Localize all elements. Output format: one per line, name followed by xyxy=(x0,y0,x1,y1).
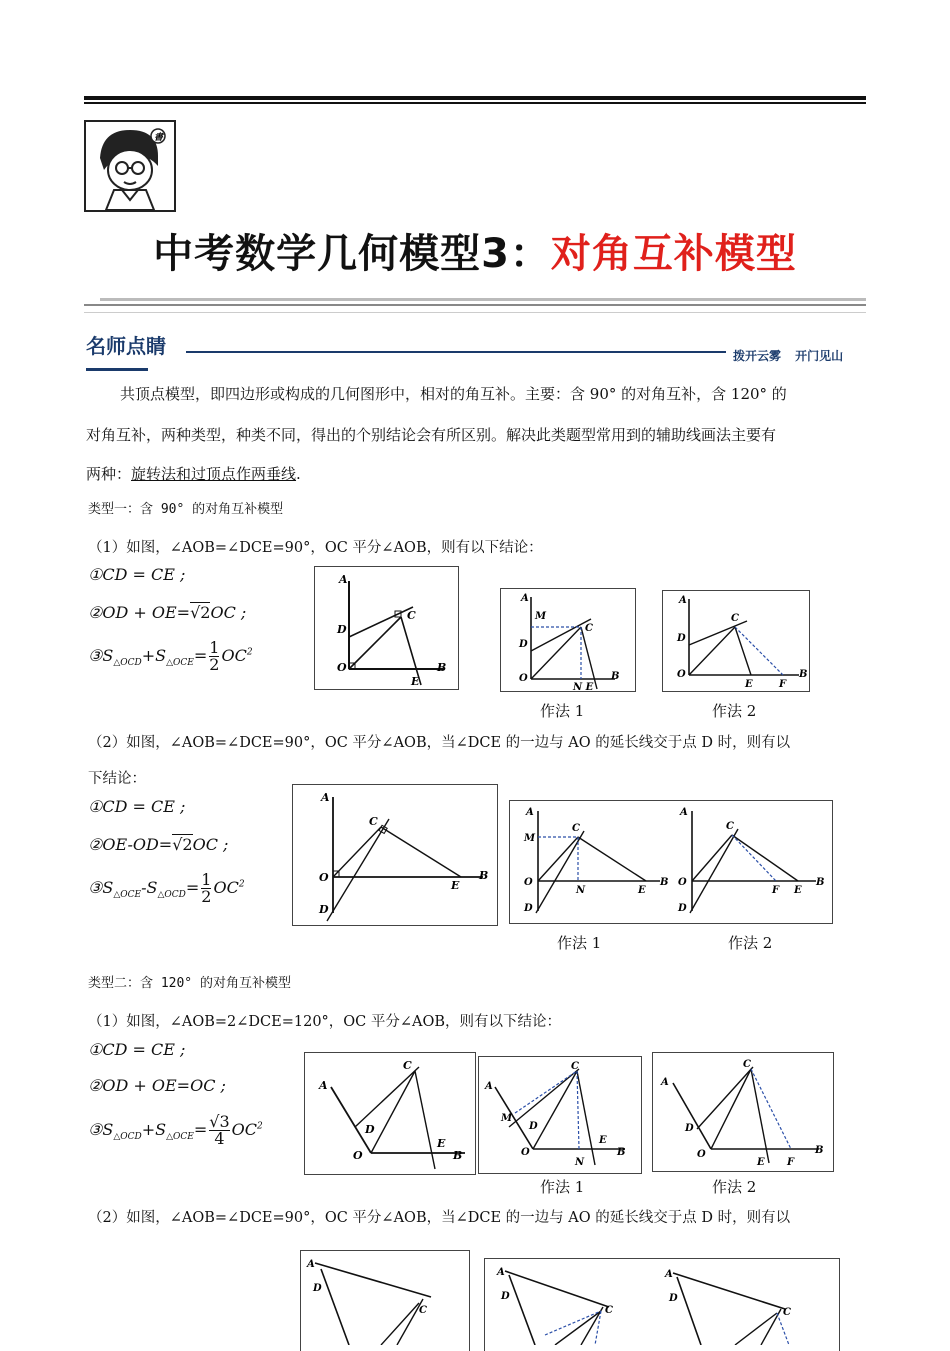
title-rule-1 xyxy=(100,298,866,301)
figure-type2-2-methods xyxy=(484,1258,840,1351)
svg-text:F: F xyxy=(772,885,780,896)
svg-text:B: B xyxy=(611,671,620,682)
svg-text:D: D xyxy=(319,903,329,916)
svg-text:B: B xyxy=(660,877,669,888)
svg-text:D: D xyxy=(313,1283,322,1294)
svg-text:O: O xyxy=(337,661,347,674)
svg-text:O: O xyxy=(353,1149,363,1162)
intro-underlined: 旋转法和过顶点作两垂线 xyxy=(131,465,297,483)
caption-type1-1-method1: 作法 1 xyxy=(540,702,585,720)
figure-type1-1-method2 xyxy=(662,590,810,692)
svg-text:C: C xyxy=(585,623,593,634)
figure-type2-1-method1 xyxy=(478,1056,642,1174)
svg-text:D: D xyxy=(685,1123,694,1134)
svg-text:A: A xyxy=(521,593,529,604)
svg-text:D: D xyxy=(519,639,528,650)
svg-text:B: B xyxy=(799,669,808,680)
svg-text:A: A xyxy=(526,807,534,818)
svg-text:E: E xyxy=(745,679,753,690)
type1-p1-conclusion-1: ①CD = CE ; xyxy=(88,565,186,584)
type2-p1-conclusion-1: ①CD = CE ; xyxy=(88,1040,186,1059)
type1-p2-conclusion-2: ②OE-OD=√2OC ; xyxy=(88,835,229,854)
figure-type1-2 xyxy=(292,784,498,926)
svg-text:C: C xyxy=(743,1059,751,1070)
type2-p1-condition: （1）如图，∠AOB=2∠DCE=120°，OC 平分∠AOB，则有以下结论： xyxy=(88,1014,562,1030)
svg-text:E: E xyxy=(794,885,802,896)
svg-text:N: N xyxy=(576,885,586,896)
svg-text:D: D xyxy=(524,903,533,914)
header-rule-thick xyxy=(84,96,866,100)
type1-p1-condition: （1）如图，∠AOB=∠DCE=90°，OC 平分∠AOB，则有以下结论： xyxy=(88,540,543,556)
svg-text:F: F xyxy=(787,1157,795,1168)
svg-text:A: A xyxy=(661,1077,669,1088)
type2-p1-conclusion-2: ②OD + OE=OC ; xyxy=(88,1076,226,1095)
type2-heading: 类型二：含 120° 的对角互补模型 xyxy=(88,976,291,991)
svg-text:F: F xyxy=(779,679,787,690)
svg-text:C: C xyxy=(572,823,580,834)
type2-p1-conclusion-3: $③S_{\triangle OCD}+S_{\triangle OCE}=$ $\frac{√3}{4}$ $OC^2$ xyxy=(88,1112,263,1148)
type1-p2-condition-1: （2）如图，∠AOB=∠DCE=90°，OC 平分∠AOB，当∠DCE 的一边与 AO 的延长线交于点 D 时，则有以 xyxy=(88,735,791,751)
svg-text:E: E xyxy=(757,1157,765,1168)
svg-text:O: O xyxy=(519,673,528,684)
svg-text:A: A xyxy=(497,1267,505,1278)
svg-text:A: A xyxy=(319,1079,328,1092)
figure-type2-2 xyxy=(300,1250,470,1351)
type1-p1-conclusion-3: $③S_{\triangle OCD}+S_{\triangle OCE}=$ $\frac{1}{2}$ $OC^2$ xyxy=(88,638,253,674)
svg-text:M: M xyxy=(524,833,536,844)
type1-p2-conclusion-3: $③S_{\triangle OCE}-S_{\triangle OCD}=$ $\frac{1}{2}$ $OC^2$ xyxy=(88,870,245,906)
svg-text:A: A xyxy=(679,595,687,606)
caption-type2-1-method2: 作法 2 xyxy=(712,1178,757,1196)
svg-text:E: E xyxy=(599,1135,607,1146)
svg-text:D: D xyxy=(337,623,347,636)
title-red: 对角互补模型 xyxy=(550,231,797,277)
svg-text:書: 書 xyxy=(154,133,164,143)
section-slogan: 拨开云雾 开门见山 xyxy=(733,349,844,363)
intro-line-3: 两种：旋转法和过顶点作两垂线. xyxy=(86,465,301,483)
caption-type1-1-method2: 作法 2 xyxy=(712,702,757,720)
figure-type2-1-method2 xyxy=(652,1052,834,1172)
intro-line-1: 共顶点模型，即四边形或构成的几何图形中，相对的角互补。主要：含 90° 的对角互补，含 120° 的 xyxy=(120,385,787,403)
svg-text:C: C xyxy=(407,609,416,622)
svg-text:O: O xyxy=(521,1147,530,1158)
type1-p2-condition-2: 下结论： xyxy=(88,771,146,787)
svg-text:A: A xyxy=(339,573,348,586)
svg-text:B: B xyxy=(453,1149,463,1162)
svg-text:D: D xyxy=(678,903,687,914)
svg-text:B: B xyxy=(479,869,489,882)
svg-text:O: O xyxy=(697,1149,706,1160)
title-rule-3 xyxy=(84,312,866,313)
svg-text:D: D xyxy=(677,633,686,644)
svg-text:O: O xyxy=(319,871,329,884)
caption-type2-1-method1: 作法 1 xyxy=(540,1178,585,1196)
type2-p2-condition: （2）如图，∠AOB=∠DCE=90°，OC 平分∠AOB，当∠DCE 的一边与 AO 的延长线交于点 D 时，则有以 xyxy=(88,1210,791,1226)
svg-text:O: O xyxy=(524,877,533,888)
svg-text:C: C xyxy=(419,1305,427,1316)
svg-text:O: O xyxy=(677,669,686,680)
title-black: 中考数学几何模型3： xyxy=(153,231,551,277)
svg-text:B: B xyxy=(816,877,825,888)
svg-text:C: C xyxy=(571,1061,579,1072)
svg-text:E: E xyxy=(638,885,646,896)
type1-p1-conclusion-2: ②OD + OE=√2OC ; xyxy=(88,603,247,622)
type1-heading: 类型一：含 90° 的对角互补模型 xyxy=(88,502,284,517)
svg-text:A: A xyxy=(321,791,330,804)
svg-text:A: A xyxy=(485,1081,493,1092)
type1-p2-conclusion-1: ①CD = CE ; xyxy=(88,797,186,816)
svg-text:D: D xyxy=(529,1121,538,1132)
intro-paragraph xyxy=(86,383,866,485)
svg-text:A: A xyxy=(680,807,688,818)
svg-text:B: B xyxy=(617,1147,626,1158)
svg-text:C: C xyxy=(731,613,739,624)
svg-text:E: E xyxy=(411,675,420,688)
caption-type1-2-method1: 作法 1 xyxy=(557,934,602,952)
title-rule-2 xyxy=(84,304,866,306)
svg-text:B: B xyxy=(815,1145,824,1156)
caption-type1-2-method2: 作法 2 xyxy=(728,934,773,952)
svg-text:N: N xyxy=(575,1157,585,1168)
page-title xyxy=(0,222,950,279)
figure-type1-1-method1 xyxy=(500,588,636,692)
section-title: 名师点睛 xyxy=(86,334,166,358)
svg-text:C: C xyxy=(783,1307,791,1318)
svg-text:M: M xyxy=(535,611,547,622)
svg-text:D: D xyxy=(365,1123,375,1136)
svg-text:E: E xyxy=(437,1137,446,1150)
svg-text:C: C xyxy=(403,1059,412,1072)
section-line xyxy=(186,351,726,353)
figure-type1-1 xyxy=(314,566,459,690)
cartoon-avatar xyxy=(84,120,176,212)
svg-text:C: C xyxy=(726,821,734,832)
svg-text:O: O xyxy=(678,877,687,888)
svg-text:D: D xyxy=(501,1291,510,1302)
svg-text:M: M xyxy=(501,1113,513,1124)
svg-text:B: B xyxy=(437,661,447,674)
figure-type1-2-methods xyxy=(509,800,833,924)
svg-text:A: A xyxy=(665,1269,673,1280)
figure-type2-1 xyxy=(304,1052,476,1175)
intro-line-2: 对角互补，两种类型，种类不同，得出的个别结论会有所区别。解决此类题型常用到的辅助线画法主要有 xyxy=(86,426,777,444)
svg-text:N E: N E xyxy=(573,682,594,691)
svg-text:C: C xyxy=(605,1305,613,1316)
svg-text:E: E xyxy=(451,879,460,892)
svg-text:D: D xyxy=(669,1293,678,1304)
svg-text:C: C xyxy=(369,815,378,828)
section-title-underline xyxy=(86,368,148,371)
header-rule-thin xyxy=(84,102,866,104)
svg-text:A: A xyxy=(307,1259,315,1270)
